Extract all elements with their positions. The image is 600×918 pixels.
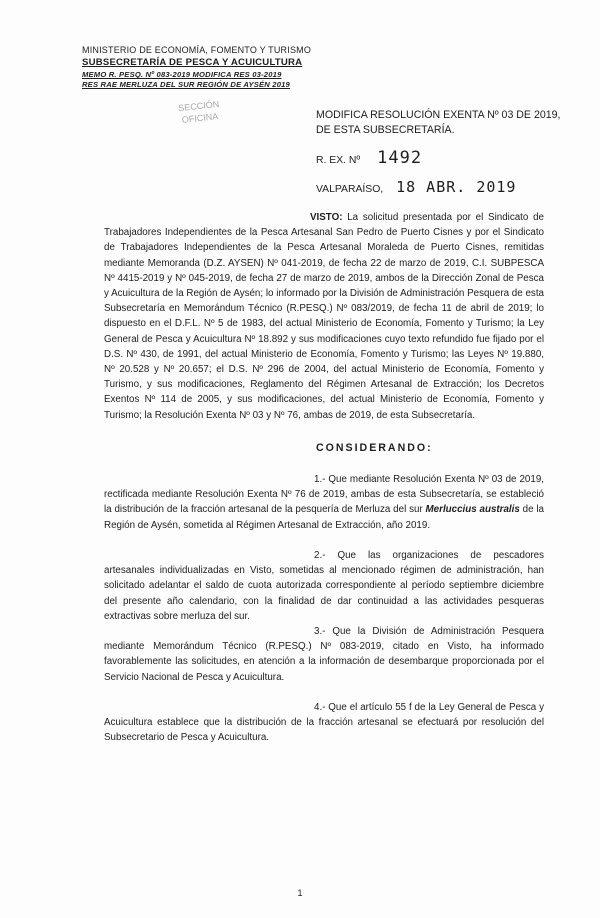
visto-section — [104, 210, 544, 423]
office-stamp — [168, 97, 231, 139]
p1-text-after: de la Región de Aysén, sometida al Régimen Artesanal de Extracción, año 2019. — [104, 504, 544, 531]
p2-text: 2.- Que las organizaciones de pescadores artesanales individualizadas en Visto, sometidas al mencionado régimen de administración, han solicitado adelantar el saldo de cuota autorizada correspondiente al período septiembre diciembre del presente año calendario, con la finalidad de dar continuidad a las actividades pesqueras extractivas sobre merluza del sur. — [104, 550, 544, 622]
ministry-name: MINISTERIO DE ECONOMÍA, FOMENTO Y TURISMO — [82, 45, 312, 55]
p3-text: 3.- Que la División de Administración Pesquera mediante Memorándum Técnico (R.PESQ.) Nº 083-2019, citado en Visto, ha informado favorablemente las solicitudes, en atención a la información de desembarque proporcionada por el Servicio Nacional de Pesca y Acuicultura. — [104, 626, 544, 683]
memo-reference: MEMO R. PESQ. Nº 083-2019 MODIFICA RES 03-2019 — [82, 70, 282, 79]
resolution-reference: RES RAE MERLUZA DEL SUR REGIÓN DE AYSÉN 2019 — [82, 80, 290, 89]
p1-text-before: 1.- Que mediante Resolución Exenta Nº 03 de 2019, rectificada mediante Resolución Exenta Nº 76 de 2019, ambas de esta Subsecretaría, se estableció la distribución de la fracción artesanal de la pesquería de Merluza del sur — [104, 474, 544, 516]
stamp-line-1: SECCIÓN — [177, 98, 220, 114]
resolution-number-line — [316, 148, 422, 168]
considerando-heading: CONSIDERANDO: — [316, 442, 433, 454]
considerando-paragraph-3 — [104, 624, 544, 685]
species-name: Merluccius australis — [425, 504, 520, 516]
visto-text: La solicitud presentada por el Sindicato de Trabajadores Independientes de la Pesca Artesanal San Pedro de Puerto Cisnes y por el Sindicato de Trabajadores Independientes de la Pesca Artesanal Moraleda de Puerto Cisnes, remitidas mediante Memoranda (D.Z. AYSEN) Nº 041-2019, de fecha 22 de marzo de 2019, C.I. SUBPESCA Nº 4415-2019 y Nº 045-2019, de fecha 27 de marzo de 2019, ambos de la Dirección Zonal de Pesca y Acuicultura de la Región de Aysén; lo informado por la División de Administración Pesquera de esta Subsecretaría en Memorándum Técnico (R.PESQ.) Nº 083/2019, de fecha 11 de abril de 2019; lo dispuesto en el D.F.L. Nº 5 de 1983, del actual Ministerio de Economía, Fomento y Turismo; la Ley General de Pesca y Acuicultura Nº 18.892 y sus modificaciones cuyo texto refundido fue fijado por el D.S. Nº 430, de 1991, del actual Ministerio de Economía, Fomento y Turismo; las Leyes Nº 19.880, Nº 20.528 y Nº 20.657; el D.S. Nº 296 de 2004, del actual Ministerio de Economía, Fomento y Turismo, y sus modificaciones, Reglamento del Régimen Artesanal de Extracción; los Decretos Exentos Nº 114 de 2005, y sus modificaciones, del actual Ministerio de Economía, Fomento y Turismo; la Resolución Exenta Nº 03 y Nº 76, ambas de 2019, de esta Subsecretaría. — [104, 212, 544, 421]
considerando-paragraph-4 — [104, 700, 544, 746]
document-title: MODIFICA RESOLUCIÓN EXENTA Nº 03 DE 2019, DE ESTA SUBSECRETARÍA. — [316, 109, 561, 136]
resolution-number-label: R. EX. Nº — [316, 155, 361, 166]
p4-text: 4.- Que el artículo 55 f de la Ley General de Pesca y Acuicultura establece que la distribución de la fracción artesanal se efectuará por resolución del Subsecretario de Pesca y Acuicultura. — [104, 702, 544, 744]
subsecretaria-name: SUBSECRETARÍA DE PESCA Y ACUICULTURA — [82, 57, 303, 68]
place-date-line — [316, 178, 516, 196]
page-number: 1 — [297, 888, 303, 898]
visto-heading: VISTO: — [310, 212, 343, 223]
place-label: VALPARAÍSO, — [316, 184, 384, 195]
date-stamp: 18 ABR. 2019 — [396, 178, 517, 196]
considerando-paragraph-1 — [104, 472, 544, 533]
resolution-number: 1492 — [377, 148, 423, 168]
considerando-paragraph-2 — [104, 548, 544, 624]
stamp-line-2: OFICINA — [181, 111, 219, 125]
